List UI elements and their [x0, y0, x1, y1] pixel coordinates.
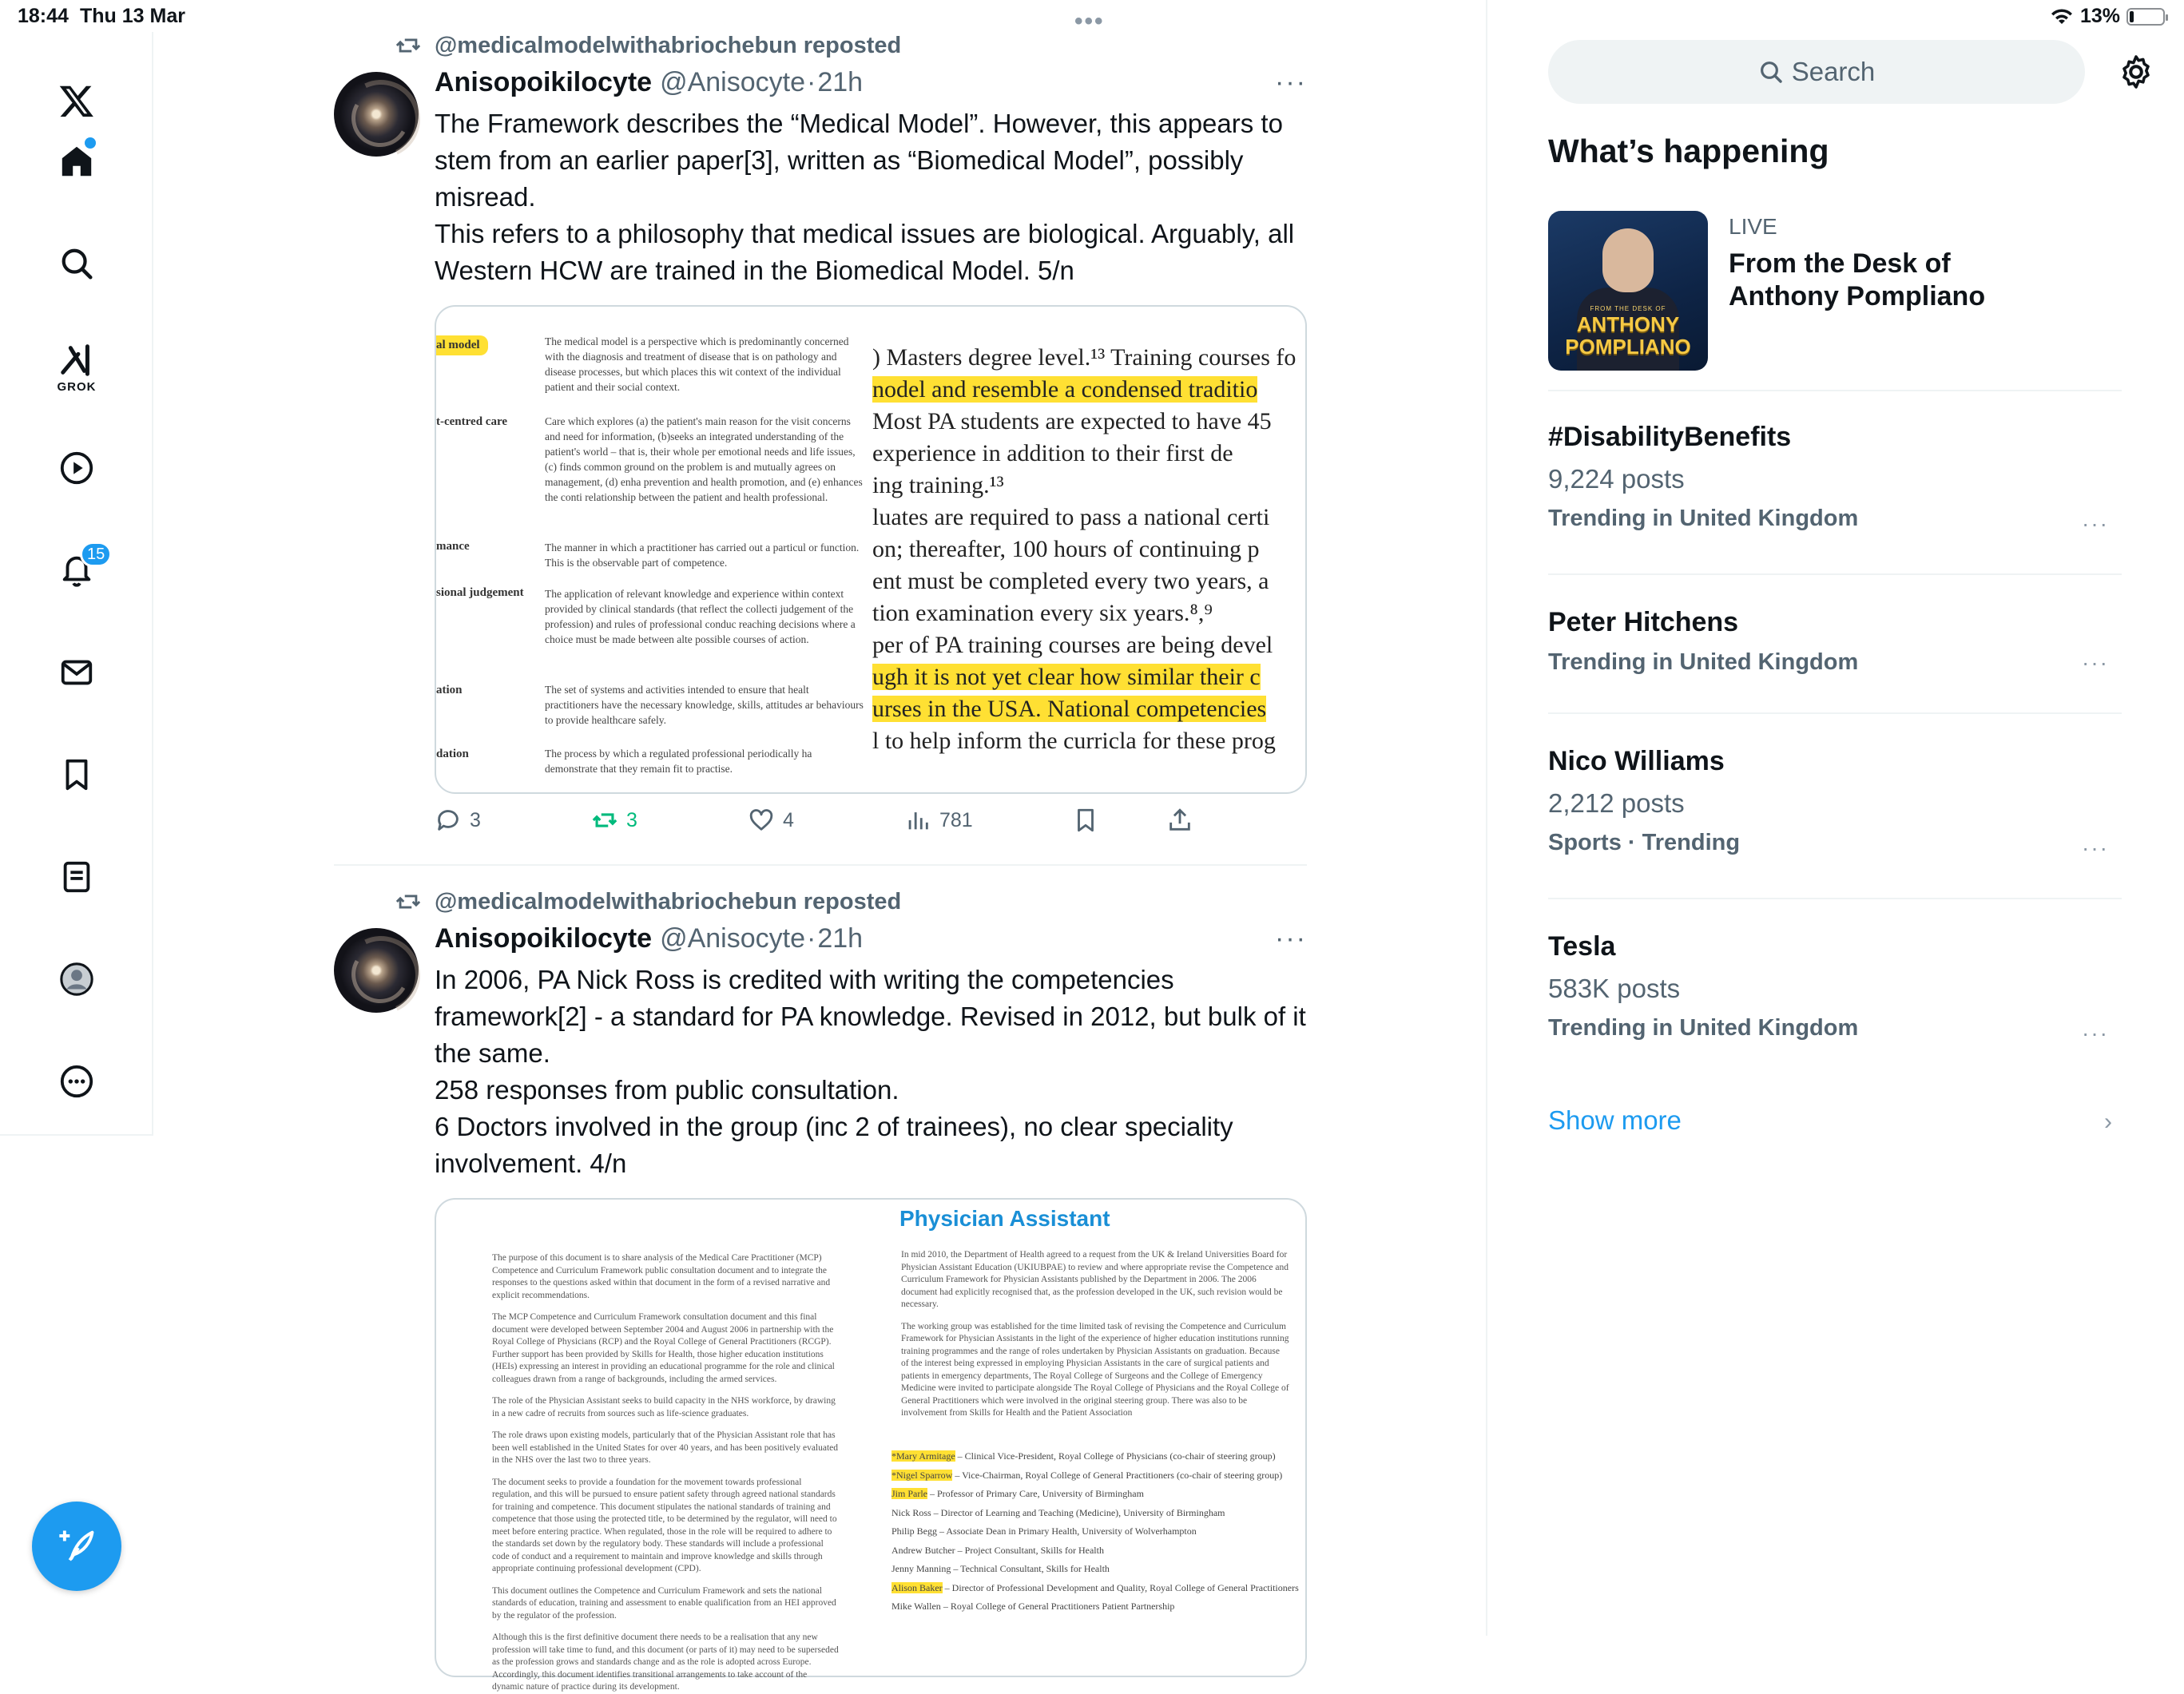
home-unread-dot — [85, 137, 96, 149]
feather-plus-icon — [56, 1525, 97, 1567]
trend-context: Trending in United Kingdom — [1548, 506, 1859, 531]
doc-line — [872, 693, 1266, 725]
doc-person — [891, 1560, 1299, 1579]
doc-paragraph: The MCP Competence and Curriculum Framework consultation document and this final document were developed between September 2004 and August 2006 in partnership with the Royal College of Physicians (RCP) and the Royal College of General Practitioners (RCGP). Further support has been provided by Skills for Health, those higher education institutions (HEIs) expressing an interest in providing an educational programme for the role and clinical colleagues drawn from a range of backgrounds, including the armed services. — [492, 1312, 835, 1384]
tweet-image[interactable] — [435, 1198, 1307, 1692]
doc-line: ing training.¹³ — [872, 472, 1004, 498]
tweet-more-icon[interactable]: ··· — [1275, 923, 1307, 954]
compose-post-button[interactable] — [32, 1502, 121, 1591]
doc-line: tion examination every six years.⁸,⁹ — [872, 600, 1213, 626]
tweet-paragraph: In 2006, PA Nick Ross is credited with writing the competencies framework[2] - a standard for PA knowledge. Revised in 2012, but bulk of it the same. — [435, 965, 1306, 1068]
doc-person-role: – Royal College of General Practitioners Patient Partnership — [940, 1601, 1175, 1612]
left-navigation — [0, 32, 153, 1134]
doc-person — [891, 1504, 1299, 1523]
chevron-right-icon: › — [2104, 1109, 2112, 1135]
feed — [334, 0, 1307, 1692]
doc-person — [891, 1597, 1299, 1617]
like-button[interactable] — [748, 807, 794, 834]
repost-count: 3 — [626, 808, 637, 831]
whats-happening-title: What’s happening — [1548, 133, 1829, 169]
live-label: LIVE — [1729, 214, 1777, 239]
repost-icon — [591, 807, 618, 834]
bar-chart-icon — [904, 807, 931, 834]
trend-count: 2,212 posts — [1548, 788, 1685, 818]
status-date: Thu 13 Mar — [80, 5, 185, 27]
doc-term: al model — [436, 335, 488, 355]
tweet-time[interactable]: 21h — [817, 67, 864, 97]
doc-line: l to help inform the curricla for these prog — [872, 728, 1276, 754]
doc-person — [891, 1541, 1299, 1561]
search-icon — [58, 245, 95, 282]
reply-icon — [435, 807, 462, 834]
show-more-link[interactable]: Show more — [1548, 1105, 1682, 1135]
tweet-header — [435, 923, 863, 954]
tweet-paragraph: 258 responses from public consultation. — [435, 1075, 899, 1105]
doc-term: t-centred care — [436, 415, 507, 428]
doc-person — [891, 1447, 1299, 1466]
trend-context: Trending in United Kingdom — [1548, 1015, 1859, 1041]
doc-paragraph: This document outlines the Competence and Curriculum Framework and sets the national standards of education, training and assessment to enable qualification from an HEI approved by the regulator of the profession. — [492, 1585, 836, 1621]
x-logo-icon[interactable] — [45, 69, 109, 133]
doc-line: on; thereafter, 100 hours of continuing p — [872, 536, 1260, 562]
search-input[interactable] — [1548, 40, 2085, 104]
profile-avatar-icon — [58, 961, 95, 998]
doc-person-role: – Clinical Vice-President, Royal College of Physicians (co-chair of steering group) — [955, 1450, 1276, 1462]
author-name[interactable]: Anisopoikilocyte — [435, 923, 653, 954]
repost-text: @medicalmodelwithabriochebun reposted — [435, 32, 902, 58]
trend-name: #DisabilityBenefits — [1548, 422, 1792, 452]
doc-left-column — [492, 1252, 840, 1692]
repost-indicator — [395, 32, 901, 59]
notifications-badge: 15 — [80, 542, 112, 567]
trend-name: Nico Williams — [1548, 746, 1725, 776]
author-name[interactable]: Anisopoikilocyte — [435, 67, 653, 97]
nav-lists[interactable] — [45, 845, 109, 909]
doc-person-name: *Nigel Sparrow — [891, 1469, 953, 1481]
doc-highlight: urses in the USA. National competencies — [872, 696, 1267, 722]
doc-person-name: Nick Ross — [891, 1506, 931, 1518]
doc-definition: The medical model is a perspective which is predominantly concerned with the diagnosis and treatment of disease that is on pathology and disease processes, but which places this wit context of the individual patient and their social context. — [545, 335, 849, 393]
author-avatar[interactable] — [334, 928, 419, 1013]
trend-context: Sports · Trending — [1548, 830, 1741, 855]
document-image-2 — [436, 1200, 1308, 1692]
thumb-big-text: ANTHONY POMPLIANO — [1565, 312, 1691, 359]
trend-name: Peter Hitchens — [1548, 607, 1739, 637]
trend-more-icon[interactable]: ··· — [2082, 1021, 2109, 1045]
doc-paragraph: The purpose of this document is to share analysis of the Medical Care Practitioner (MCP) Competence and Curriculum Framework public consultation document and to integrate the responses to the questions asked within that document in the form of a revised narrative and explicit recommendations. — [492, 1253, 831, 1300]
nav-home[interactable] — [45, 129, 109, 193]
doc-person-name: Jenny Manning — [891, 1563, 951, 1574]
gear-icon[interactable] — [2117, 53, 2155, 91]
search-icon — [1758, 59, 1784, 85]
reply-button[interactable] — [435, 807, 481, 834]
doc-paragraph: Although this is the first definitive document there needs to be a realisation that any new profession will take time to fund, and this document (or parts of it) may need to be superseded as the profession grows and standards change and as the role is adopted across Europe. Accordingly, this document identifies transitional arrangements to take account of the dynamic nature of practice during its development. — [492, 1633, 839, 1692]
document-image-1 — [436, 307, 1308, 795]
status-time: 18:44 — [18, 5, 69, 27]
right-sidebar — [1486, 0, 2182, 1636]
tweet-text — [435, 105, 1307, 289]
search-placeholder: Search — [1791, 57, 1876, 86]
nav-video[interactable] — [45, 436, 109, 500]
nav-profile[interactable] — [45, 947, 109, 1011]
live-event-name: From the Desk of Anthony Pompliano — [1729, 248, 1986, 311]
trend-item[interactable] — [1548, 931, 2122, 1045]
play-icon — [58, 450, 95, 486]
doc-person-name: *Mary Armitage — [891, 1450, 955, 1462]
trend-more-icon[interactable]: ··· — [2082, 835, 2109, 860]
doc-line — [872, 661, 1261, 693]
trend-item[interactable] — [1548, 607, 2122, 676]
nav-grok[interactable] — [45, 335, 109, 399]
feed-top-dots: ••• — [1074, 8, 1105, 34]
tweet-paragraph: This refers to a philosophy that medical issues are biological. Arguably, all Western HCW are trained in the Biomedical Model. 5/n — [435, 219, 1295, 285]
doc-person-name: Mike Wallen — [891, 1601, 941, 1612]
nav-more[interactable] — [45, 1049, 109, 1113]
tweet-paragraph: The Framework describes the “Medical Model”. However, this appears to stem from an earlier paper[3], written as “Biomedical Model”, possibly misread. — [435, 109, 1283, 212]
share-button[interactable] — [1166, 807, 1193, 834]
doc-term: dation — [436, 748, 469, 760]
doc-term: mance — [436, 540, 470, 553]
doc-paragraph: The role draws upon existing models, particularly that of the Physician Assistant role that has been well established in the United States for over 40 years, and has been positively evaluated in the NHS over the last two to three years. — [492, 1430, 839, 1465]
repost-button[interactable] — [591, 807, 637, 834]
doc-paragraph: The working group was established for the time limited task of revising the Competence and Curriculum Framework for Physician Assistants in the light of the experience of higher education institutions running training programmes and the range of roles undertaken by Physician Assistants on graduation. Because of the interest being expressed in employing Physician Assistants in the care of surgical patients and patients in emergency departments, The Royal College of Surgeons and the College of Emergency Medicine were invited to participate alongside The Royal College of Physicians and the Royal College of General Practitioners which were involved in the original steering group. There was also to be involvement from Skills for Health and the Patient Association — [901, 1321, 1289, 1418]
repost-text: @medicalmodelwithabriochebun reposted — [435, 888, 902, 914]
tweet-paragraph: 6 Doctors involved in the group (inc 2 of trainees), no clear speciality involvement. 4/n — [435, 1112, 1233, 1178]
doc-highlight: nodel and resemble a condensed traditio — [872, 376, 1258, 403]
tweet-more-icon[interactable]: ··· — [1275, 67, 1307, 97]
tweet-divider — [334, 864, 1307, 866]
doc-person-role: – Associate Dean in Primary Health, University of Wolverhampton — [937, 1525, 1197, 1537]
doc-person-role: – Technical Consultant, Skills for Health — [951, 1563, 1110, 1574]
bookmark-icon — [58, 756, 95, 793]
tweet[interactable] — [334, 32, 1307, 863]
battery-percent: 13% — [2079, 5, 2120, 27]
doc-line: ) Masters degree level.¹³ Training courses fo — [872, 344, 1297, 371]
doc-body-column — [872, 342, 1308, 789]
tweet-time[interactable]: 21h — [817, 923, 864, 954]
doc-definition: Care which explores (a) the patient's main reason for the visit concerns and need for information, (b)seeks an integrated understanding of the patient's world – that is, their whole per emotional needs and life issues, (c) finds common ground on the problem is and mutually agrees on management, (d) enha prevention and health promotion, and (e) enhances the conti relationship between the patient and health professional. — [545, 415, 863, 503]
repost-icon — [395, 32, 422, 59]
grok-label: GROK — [57, 379, 97, 394]
divider — [1548, 390, 2122, 391]
tweet-image[interactable] — [435, 305, 1307, 794]
trend-item[interactable] — [1548, 422, 2122, 536]
doc-term: sional judgement — [436, 586, 524, 599]
doc-person-role: – Project Consultant, Skills for Health — [955, 1544, 1104, 1556]
trend-context: Trending in United Kingdom — [1548, 649, 1859, 675]
doc-person-name: Philip Begg — [891, 1525, 938, 1537]
heart-icon — [748, 807, 775, 834]
doc-line — [872, 374, 1257, 406]
reply-count: 3 — [470, 808, 481, 831]
doc-paragraph: In mid 2010, the Department of Health agreed to a request from the UK & Ireland Universities Board for Physician Assistant Education (UKIUBPAE) to review and where appropriate revise the Competence and Curriculum Framework for Physician Assistants published by the Department in 2006. The 2006 document had explicitly recognised that, as the profession developed in the UK, such revision would be necessary. — [901, 1250, 1289, 1309]
doc-person-role: – Vice-Chairman, Royal College of General Practitioners (co-chair of steering group) — [952, 1469, 1283, 1481]
nav-explore[interactable] — [45, 232, 109, 296]
trend-count: 9,224 posts — [1548, 464, 1685, 494]
author-handle[interactable]: @Anisocyte — [660, 67, 805, 97]
doc-definition: The process by which a regulated professional periodically ha demonstrate that they remain fit to practise. — [545, 748, 812, 775]
tweet[interactable] — [334, 888, 1307, 1692]
doc-person-role: – Director of Learning and Teaching (Medicine), University of Birmingham — [931, 1506, 1225, 1518]
bookmark-button[interactable] — [1072, 807, 1099, 834]
doc-paragraph: The role of the Physician Assistant seeks to build capacity in the NHS workforce, by drawing in a new cadre of recruits from sources such as life-science graduates. — [492, 1396, 836, 1418]
thumb-small-text: FROM THE DESK OF — [1590, 305, 1666, 312]
doc-person — [891, 1485, 1299, 1504]
doc-definition: The set of systems and activities intended to ensure that healt practitioners have the necessary knowledge, skills, attitudes ar behaviours to provide healthcare safely. — [545, 684, 864, 726]
doc-person — [891, 1466, 1299, 1486]
doc-paragraph: The document seeks to provide a foundation for the movement towards professional regulation, and this will be pursued to ensure patient safety through agreed national standards for training and competence. This document stipulates the national standards of training and competence that those using the protected title, to be determined by the regulator, will need to meet before entering practice. When regulated, those in the role will be required to adhere to the standards set down by the regulatory body. These standards will include a professional code of conduct and a requirement to maintain and improve knowledge and skills through appropriate continuing professional development (CPD). — [492, 1477, 837, 1573]
list-icon — [58, 859, 95, 895]
like-count: 4 — [783, 808, 794, 831]
doc-title: Physician Assistant — [899, 1206, 1110, 1231]
repost-icon — [395, 888, 422, 915]
trend-name: Tesla — [1548, 931, 1616, 962]
grok-icon — [58, 342, 95, 379]
author-avatar[interactable] — [334, 72, 419, 157]
divider — [1548, 898, 2122, 899]
doc-people-list — [891, 1447, 1299, 1679]
more-circle-icon — [58, 1063, 95, 1100]
nav-notifications[interactable] — [45, 538, 109, 602]
tweet-text — [435, 962, 1307, 1182]
doc-person-name: Andrew Butcher — [891, 1544, 955, 1556]
live-thumbnail — [1548, 211, 1708, 371]
divider — [1548, 573, 2122, 575]
doc-line: luates are required to pass a national certi — [872, 504, 1270, 530]
doc-line: experience in addition to their first de — [872, 440, 1233, 466]
share-icon — [1166, 807, 1193, 834]
repost-indicator — [395, 888, 901, 915]
doc-person-name: Alison Baker — [891, 1581, 943, 1593]
divider — [1548, 712, 2122, 714]
trend-item[interactable] — [1548, 746, 2122, 860]
tweet-actions — [435, 807, 1233, 847]
trend-count: 583K posts — [1548, 974, 1681, 1003]
doc-person-role: – Professor of Primary Care, University of Birmingham — [927, 1488, 1144, 1499]
doc-person — [891, 1522, 1299, 1541]
nav-messages[interactable] — [45, 641, 109, 704]
doc-person — [891, 1579, 1299, 1598]
trend-more-icon[interactable]: ··· — [2082, 511, 2109, 536]
doc-right-column — [901, 1249, 1289, 1433]
doc-definition: The manner in which a practitioner has carried out a particul or function. This is the observable part of competence. — [545, 542, 860, 569]
view-count: 781 — [939, 808, 973, 831]
bookmark-icon — [1072, 807, 1099, 834]
doc-line: per of PA training courses are being devel — [872, 632, 1273, 658]
separator: · — [806, 923, 816, 954]
doc-definition: The application of relevant knowledge and experience within context provided by clinical standards (that reflect the collecti judgement of the profession) and rules of professional conduc reaching decisions where a choice must be made between alte possible courses of action. — [545, 588, 856, 645]
doc-highlight: ugh it is not yet clear how similar their c — [872, 664, 1261, 690]
nav-bookmarks[interactable] — [45, 743, 109, 807]
left-nav-divider — [0, 1134, 153, 1136]
mail-icon — [58, 654, 95, 691]
views-button[interactable] — [904, 807, 973, 834]
tweet-header — [435, 67, 863, 98]
doc-term: ation — [436, 684, 463, 696]
live-event-card[interactable] — [1548, 211, 2184, 371]
trend-more-icon[interactable]: ··· — [2082, 650, 2109, 675]
separator: · — [806, 67, 816, 97]
doc-line: Most PA students are expected to have 45 — [872, 408, 1272, 434]
doc-line: ent must be completed every two years, a — [872, 568, 1269, 594]
author-handle[interactable]: @Anisocyte — [660, 923, 805, 954]
doc-person-name: Jim Parle — [891, 1488, 927, 1499]
doc-person-role: – Director of Professional Development and Quality, Royal College of General Practitioners — [942, 1581, 1299, 1593]
